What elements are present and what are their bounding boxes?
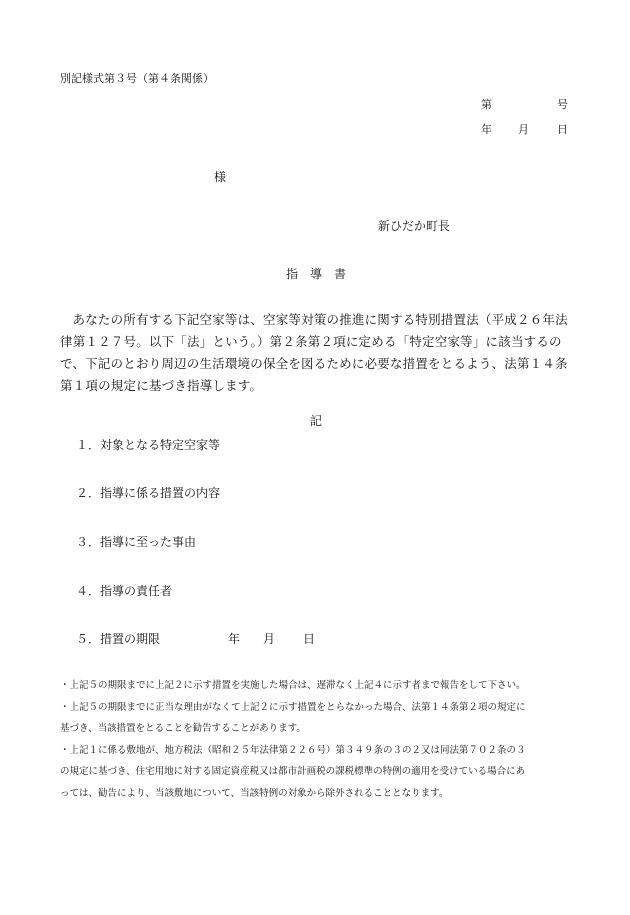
note-line: ・上記５の期限までに正当な理由がなくて上記２に示す措置をとらなかった場合、法第１４条第２項の規定に xyxy=(60,701,526,713)
note-line: ・上記１に係る敷地が、地方税法（昭和２５年法律第２２６号）第３４９条の３の２又は同法第７０２条の３ xyxy=(60,744,526,756)
item-label: 指導に係る措置の内容 xyxy=(100,486,221,500)
note-line: の規定に基づき、住宅用地に対する固定資産税又は都市計画税の課税標準の特例の適用を受けている場合にあ xyxy=(60,766,526,777)
item-row xyxy=(76,436,220,453)
deadline-day: 日 xyxy=(303,632,316,646)
note-line: っては、勧告により、当該敷地について、当該特例の対象から除外されることとなります。 xyxy=(60,787,449,799)
note-line: ・上記５の期限までに上記２に示す措置を実施した場合は、遅滞なく上記４に示す者まで報告をして下さい。 xyxy=(60,680,526,691)
item-number: ３． xyxy=(76,535,101,549)
item-row xyxy=(76,582,172,599)
item-label: 措置の期限 xyxy=(100,632,161,646)
item-number: ５． xyxy=(76,632,101,646)
item-row xyxy=(76,533,196,550)
deadline-year: 年 xyxy=(228,632,241,646)
item-number: １． xyxy=(76,438,101,452)
item-label: 指導に至った事由 xyxy=(100,535,197,549)
doc-number-prefix: 第 xyxy=(481,98,492,111)
document-title: 指 導 書 xyxy=(286,267,347,281)
date-year: 年 xyxy=(481,123,492,136)
addressee-suffix: 様 xyxy=(214,170,227,184)
deadline-month: 月 xyxy=(263,632,276,646)
item-label: 対象となる特定空家等 xyxy=(100,438,221,452)
note-line: 基づき、当該措置をとることを勧告することがあります。 xyxy=(60,723,306,734)
ki-marker: 記 xyxy=(310,414,323,428)
item-number: ４． xyxy=(76,584,101,598)
date-day: 日 xyxy=(557,123,568,136)
body-paragraph: あなたの所有する下記空家等は、空家等対策の推進に関する特別措置法（平成２６年法律第１２７号。以下「法」という。）第２条第２項に定める「特定空家等」に該当するので、下記のとおり周辺の生活環境の保全を図るために必要な措置をとるよう、法第１４条第１項の規定に基づき指導します。 xyxy=(60,312,568,393)
sender: 新ひだか町長 xyxy=(378,219,451,233)
doc-number-suffix: 号 xyxy=(557,98,568,111)
form-label: 別記様式第３号（第４条関係） xyxy=(60,72,214,85)
item-number: ２． xyxy=(76,486,101,500)
notes xyxy=(60,675,580,804)
item-row xyxy=(76,484,220,501)
item-label: 指導の責任者 xyxy=(100,584,173,598)
item-row xyxy=(76,630,160,647)
date-month: 月 xyxy=(518,123,529,136)
